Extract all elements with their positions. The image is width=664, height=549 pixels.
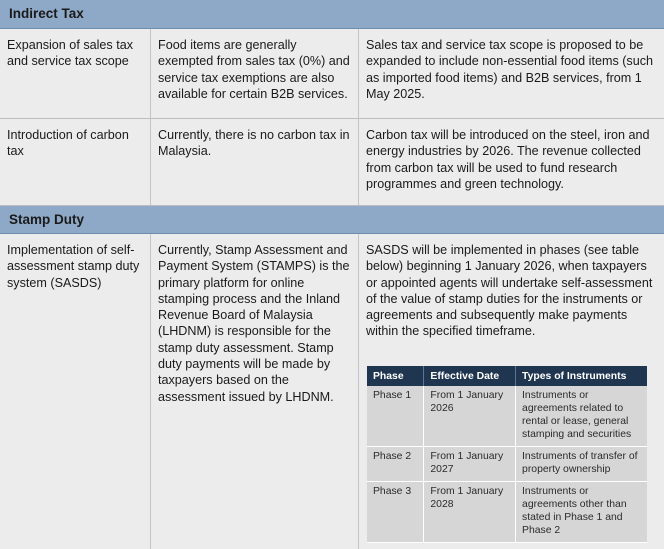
- table-row: [0, 29, 664, 119]
- phase-cell: Phase 1: [367, 386, 424, 447]
- row-item: Expansion of sales tax and service tax scope: [7, 38, 134, 69]
- row-item: Introduction of carbon tax: [7, 128, 129, 159]
- phase-row: [367, 386, 647, 447]
- phase-table: [367, 366, 647, 543]
- effective-date-cell: From 1 January 2026: [424, 386, 516, 447]
- row-proposal: SASDS will be implemented in phases (see table below) beginning 1 January 2026, when taxpayers or appointed agents will undertake self-assessment of the value of stamp duties for the instruments or agreements and subsequently make payments within the specified timeframe.: [366, 243, 653, 339]
- effective-date-cell: From 1 January 2027: [424, 447, 516, 482]
- section-title: Stamp Duty: [9, 212, 85, 227]
- table-row: [0, 119, 664, 206]
- phase-table-header: [367, 366, 647, 386]
- instruments-cell: Instruments or agreements related to rental or lease, general stamping and securities: [516, 386, 647, 447]
- section-header-indirect-tax: [0, 0, 664, 29]
- phase-row: [367, 482, 647, 543]
- header-types-of-instruments: Types of Instruments: [516, 366, 647, 386]
- phase-cell: Phase 2: [367, 447, 424, 482]
- phase-cell: Phase 3: [367, 482, 424, 543]
- section-title: Indirect Tax: [9, 6, 84, 21]
- instruments-cell: Instruments or agreements other than stated in Phase 1 and Phase 2: [516, 482, 647, 543]
- row-item: Implementation of self-assessment stamp duty system (SASDS): [7, 243, 140, 290]
- instruments-cell: Instruments of transfer of property ownership: [516, 447, 647, 482]
- header-phase: Phase: [367, 366, 424, 386]
- row-proposal: Sales tax and service tax scope is proposed to be expanded to include non-essential food items (such as imported food items) and B2B services, from 1 May 2025.: [366, 38, 654, 101]
- row-current: Currently, Stamp Assessment and Payment System (STAMPS) is the primary platform for online stamping process and the Inland Revenue Board of Malaysia (LHDNM) is responsible for the stamp duty assessment. Stamp duty payments will be made by taxpayers based on the assessment issued by LHDNM.: [158, 243, 350, 404]
- header-effective-date: Effective Date: [424, 366, 516, 386]
- effective-date-cell: From 1 January 2028: [424, 482, 516, 543]
- row-proposal: Carbon tax will be introduced on the steel, iron and energy industries by 2026. The revenue collected from carbon tax will be used to fund research programmes and green technology.: [366, 128, 650, 191]
- row-current: Food items are generally exempted from sales tax (0%) and service tax exemptions are also available for certain B2B services.: [158, 38, 350, 101]
- row-current: Currently, there is no carbon tax in Malaysia.: [158, 128, 350, 159]
- section-header-stamp-duty: [0, 206, 664, 234]
- phase-row: [367, 447, 647, 482]
